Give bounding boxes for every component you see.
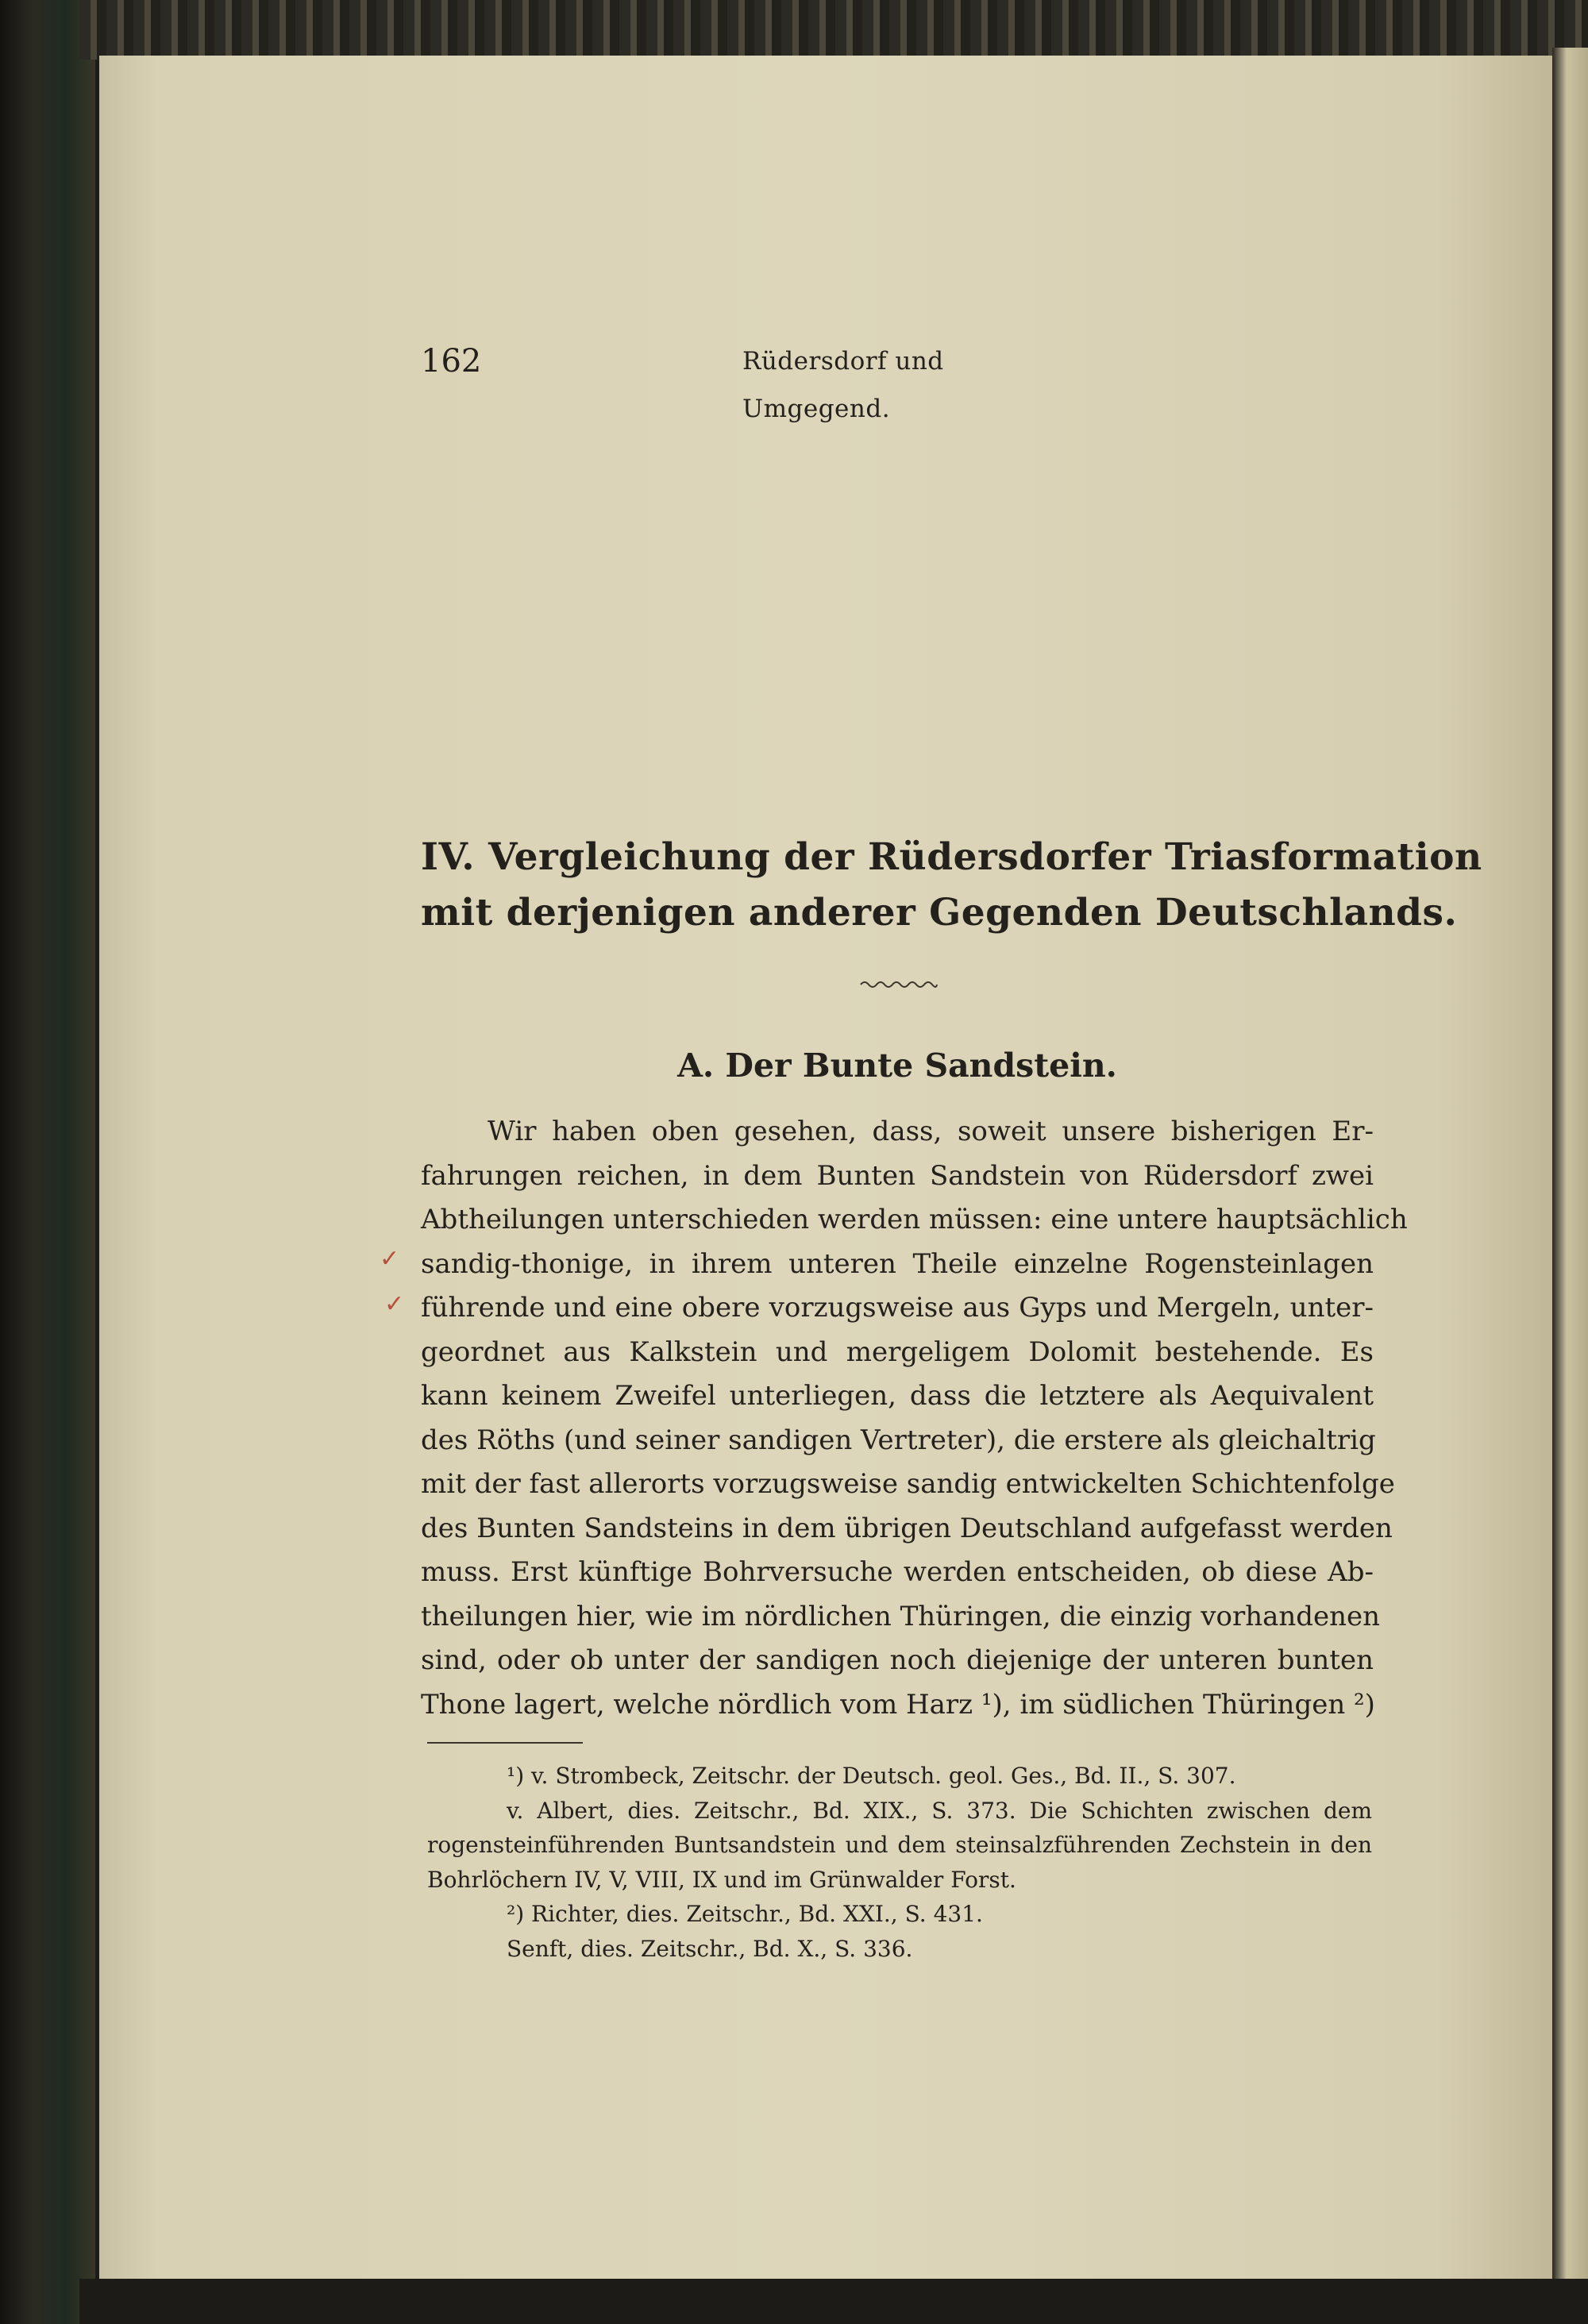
chapter-title bbox=[421, 830, 1482, 941]
body-line: Wir haben oben gesehen, dass, soweit unsere bisherigen Er- bbox=[488, 1116, 1374, 1147]
footnote-line: ²) Richter, dies. Zeitschr., Bd. XXI., S. 431. bbox=[507, 1901, 983, 1927]
page-number: 162 bbox=[421, 343, 482, 380]
body-line: sandig-thonige, in ihrem unteren Theile einzelne Rogensteinlagen bbox=[421, 1247, 1374, 1280]
book-top-edge bbox=[79, 0, 1588, 60]
book-spine-edge bbox=[0, 0, 95, 2324]
body-line: Abtheilungen unterschieden werden müssen: eine untere hauptsächlich bbox=[421, 1204, 1408, 1235]
body-line: des Röths (und seiner sandigen Vertreter), die erstere als gleichaltrig bbox=[421, 1424, 1376, 1456]
footnote-line: v. Albert, dies. Zeitschr., Bd. XIX., S. 373. Die Schichten zwischen dem bbox=[507, 1797, 1372, 1824]
chapter-title-line-1: IV. Vergleichung der Rüdersdorfer Triasformation bbox=[421, 835, 1482, 879]
section-heading: A. Der Bunte Sandstein. bbox=[677, 1046, 1117, 1085]
body-line: des Bunten Sandsteins in dem übrigen Deutschland aufgefasst werden bbox=[421, 1512, 1393, 1544]
body-line: Thone lagert, welche nördlich vom Harz ¹), im südlichen Thüringen ²) bbox=[421, 1688, 1375, 1721]
book-bottom-edge bbox=[79, 2279, 1588, 2324]
body-line: sind, oder ob unter der sandigen noch diejenige der unteren bunten bbox=[421, 1644, 1374, 1676]
pencil-margin-mark-icon: ✓ bbox=[380, 1245, 400, 1273]
body-line: kann keinem Zweifel unterliegen, dass die letztere als Aequivalent bbox=[421, 1380, 1374, 1412]
footnote-line: rogensteinführenden Buntsandstein und dem steinsalzführenden Zechstein in den bbox=[427, 1832, 1372, 1858]
body-line: muss. Erst künftige Bohrversuche werden entscheiden, ob diese Ab- bbox=[421, 1556, 1374, 1588]
body-line: theilungen hier, wie im nördlichen Thüringen, die einzig vorhandenen bbox=[421, 1600, 1381, 1632]
pencil-margin-mark-icon: ✓ bbox=[384, 1290, 405, 1318]
next-page-edge bbox=[1552, 48, 1588, 2295]
footnote-rule bbox=[427, 1742, 583, 1744]
body-line: führende und eine obere vorzugsweise aus Gyps und Mergeln, unter- bbox=[421, 1292, 1374, 1324]
chapter-title-line-2: mit derjenigen anderer Gegenden Deutschlands. bbox=[421, 891, 1458, 935]
page-header bbox=[421, 337, 1080, 423]
footnote-line: Senft, dies. Zeitschr., Bd. X., S. 336. bbox=[507, 1935, 913, 1962]
footnote-line: ¹) v. Strombeck, Zeitschr. der Deutsch. geol. Ges., Bd. II., S. 307. bbox=[507, 1763, 1236, 1789]
running-title: Rüdersdorf und Umgegend. bbox=[742, 347, 944, 423]
body-line: mit der fast allerorts vorzugsweise sandig entwickelten Schichtenfolge bbox=[421, 1468, 1395, 1500]
footnote-line: Bohrlöchern IV, V, VIII, IX und im Grünwalder Forst. bbox=[427, 1866, 1016, 1893]
body-line: fahrungen reichen, in dem Bunten Sandstein von Rüdersdorf zwei bbox=[421, 1159, 1374, 1192]
body-line: geordnet aus Kalkstein und mergeligem Dolomit bestehende. Es bbox=[421, 1335, 1374, 1368]
footnotes bbox=[427, 1759, 1372, 1966]
wavy-divider-ornament bbox=[859, 978, 939, 991]
body-paragraph bbox=[421, 1110, 1408, 1727]
